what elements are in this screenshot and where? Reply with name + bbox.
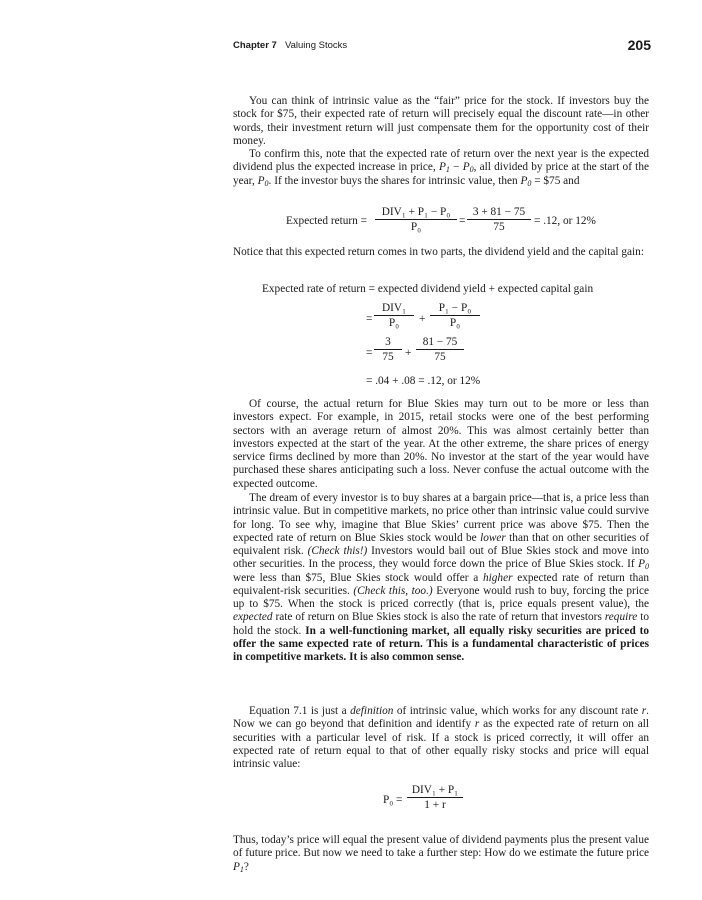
paragraph-confirm: To confirm this, note that the expected rate of return over the next year is the expected dividend plus the expected increase in price, $P_1 - P_0$, all divided by price at the start of the year, $P_0$. If the investor buys the shares for intrinsic value, then $P_0$ = $75 and (233, 148, 649, 188)
emph-lower: lower (480, 531, 506, 544)
sym-p0-b: $P_0$ (257, 174, 269, 188)
key-statement: In a well-functioning market, all equally risky securities are priced to offer the same expected rate of return. This is a fundamental characteristic of prices in competitive markets. It is also common sense. (233, 624, 650, 663)
emph-check-this: (Check this!) (307, 545, 368, 557)
p2-text-d: = $75 and (531, 174, 580, 187)
eq2-plus-1: + (419, 313, 426, 325)
eq2-fraction-cap-gain: $\frac{\text{P₁ − P₀}}{\text{P₀}}$ (430, 302, 480, 329)
eq2-equals-2: = (366, 347, 373, 359)
eq2-fraction-div-yield: DIV₁ P₀ (374, 302, 414, 329)
paragraph-intrinsic-value: You can think of intrinsic value as the “fair” price for the stock. If investors buy the stock for $75, their expected rate of return will precisely equal the discount rate—in other words, their investment return will just compensate them for the opportunity cost of their money. (233, 95, 649, 147)
eq2-line4: = .04 + .08 = .12, or 12% (366, 375, 481, 387)
paragraph-two-parts: Notice that this expected return comes in two parts, the dividend yield and the capital gain: (233, 246, 644, 258)
sym-p0-c: $P_0$ (520, 174, 532, 188)
paragraph-future-price: Thus, today’s price will equal the present value of dividend payments plus the present value of future price. But now we need to take a further step: How do we estimate the future price $P_1$? (233, 834, 649, 874)
chapter-label: Chapter 7 (233, 40, 277, 51)
eq3-lhs: P₀ = (383, 794, 403, 806)
paragraph-equation-7-1: Equation 7.1 is just a definition of intrinsic value, which works for any discount rate r. Now we can go beyond that definition and identify r as the expected rate of return on all securities with a particular level of risk. If a stock is priced correctly, it will offer an expected rate of return equal to that of other equally risky stocks and price will equal intrinsic value: (233, 705, 649, 770)
page-number: 205 (627, 37, 651, 53)
paragraph-actual-return: Of course, the actual return for Blue Skies may turn out to be more or less than investors expect. For example, in 2015, retail stocks were one of the best performing sectors with an average return of almost 20%. This was almost certainly better than investors expected at the start of the year. At the other extreme, the share prices of energy service firms declined by more than 20%. No investor at the start of the year would have purchased these shares anticipating such a loss. Never confuse the actual outcome with the expected outcome. (233, 398, 649, 490)
eq1-fraction-2: $\frac{3 + 81 - 75}{75}$ (467, 206, 531, 233)
eq2-line1: Expected rate of return = expected dividend yield + expected capital gain (262, 283, 594, 295)
eq2-fraction-81-75: $\frac{81 - 75}{75}$ (416, 336, 464, 363)
emph-higher: higher (482, 571, 513, 584)
eq1-equals: = (459, 215, 466, 227)
sym-p0: $P_0$ (462, 161, 474, 175)
eq2-equals-1: = (366, 313, 373, 325)
eq2-plus-2: + (405, 347, 412, 359)
p2-text-a: To confirm this, note that the expected rate of return over the next year is the expected dividend plus the expected increase in price, (233, 148, 649, 174)
eq1-fraction-1: DIV₁ + P₁ − P₀ P₀ (375, 206, 457, 233)
eq2-fraction-3-75: $\frac{3}{75}$ (374, 336, 402, 363)
page-header (233, 37, 651, 55)
sym-p0-d: $P_0$ (638, 558, 649, 572)
sym-r-b: r (474, 718, 480, 731)
eq3-fraction: DIV₁ + P₁ 1 + r (407, 784, 463, 811)
p2-text-b: , all divided by price at the start of the year, (233, 161, 649, 187)
chapter-title: Valuing Stocks (285, 40, 348, 51)
p2-text-c: . If the investor buys the shares for intrinsic value, then (268, 174, 521, 187)
emph-definition: definition (350, 705, 394, 717)
emph-check-this-too: (Check this, too.) (353, 584, 433, 597)
sym-p1-b: $P_1$ (233, 860, 244, 874)
eq1-label: Expected return = (286, 215, 368, 227)
emph-require: require (604, 611, 638, 624)
sym-p1: $P_1$ (438, 161, 450, 175)
eq1-result: = .12, or 12% (534, 215, 596, 227)
sym-r: r (641, 705, 647, 717)
emph-expected: expected (233, 611, 273, 624)
paragraph-bargain-price: The dream of every investor is to buy shares at a bargain price—that is, a price less than intrinsic value. But in competitive markets, no price other than intrinsic value could survive for long. To see why, imagine that Blue Skies’ current price was above $75. Then the expected rate of return on Blue Skies stock would be lower than that on other securities of equivalent risk. (Check this!) Investors would bail out of Blue Skies stock and move into other securities. In the process, they would force down the price of Blue Skies stock. If $P_0$ were less than $75, Blue Skies stock would offer a higher expected rate of return than equivalent-risk securities. (Check this, too.) Everyone would rush to buy, forcing the price up to $75. When the stock is priced correctly (that is, price equals present value), the expected rate of return on Blue Skies stock is also the rate of return that investors require to hold the stock. In a well-functioning market, all equally risky securities are priced to offer the same expected rate of return. This is a fundamental characteristic of prices in competitive markets. It is also common sense. (233, 492, 650, 663)
